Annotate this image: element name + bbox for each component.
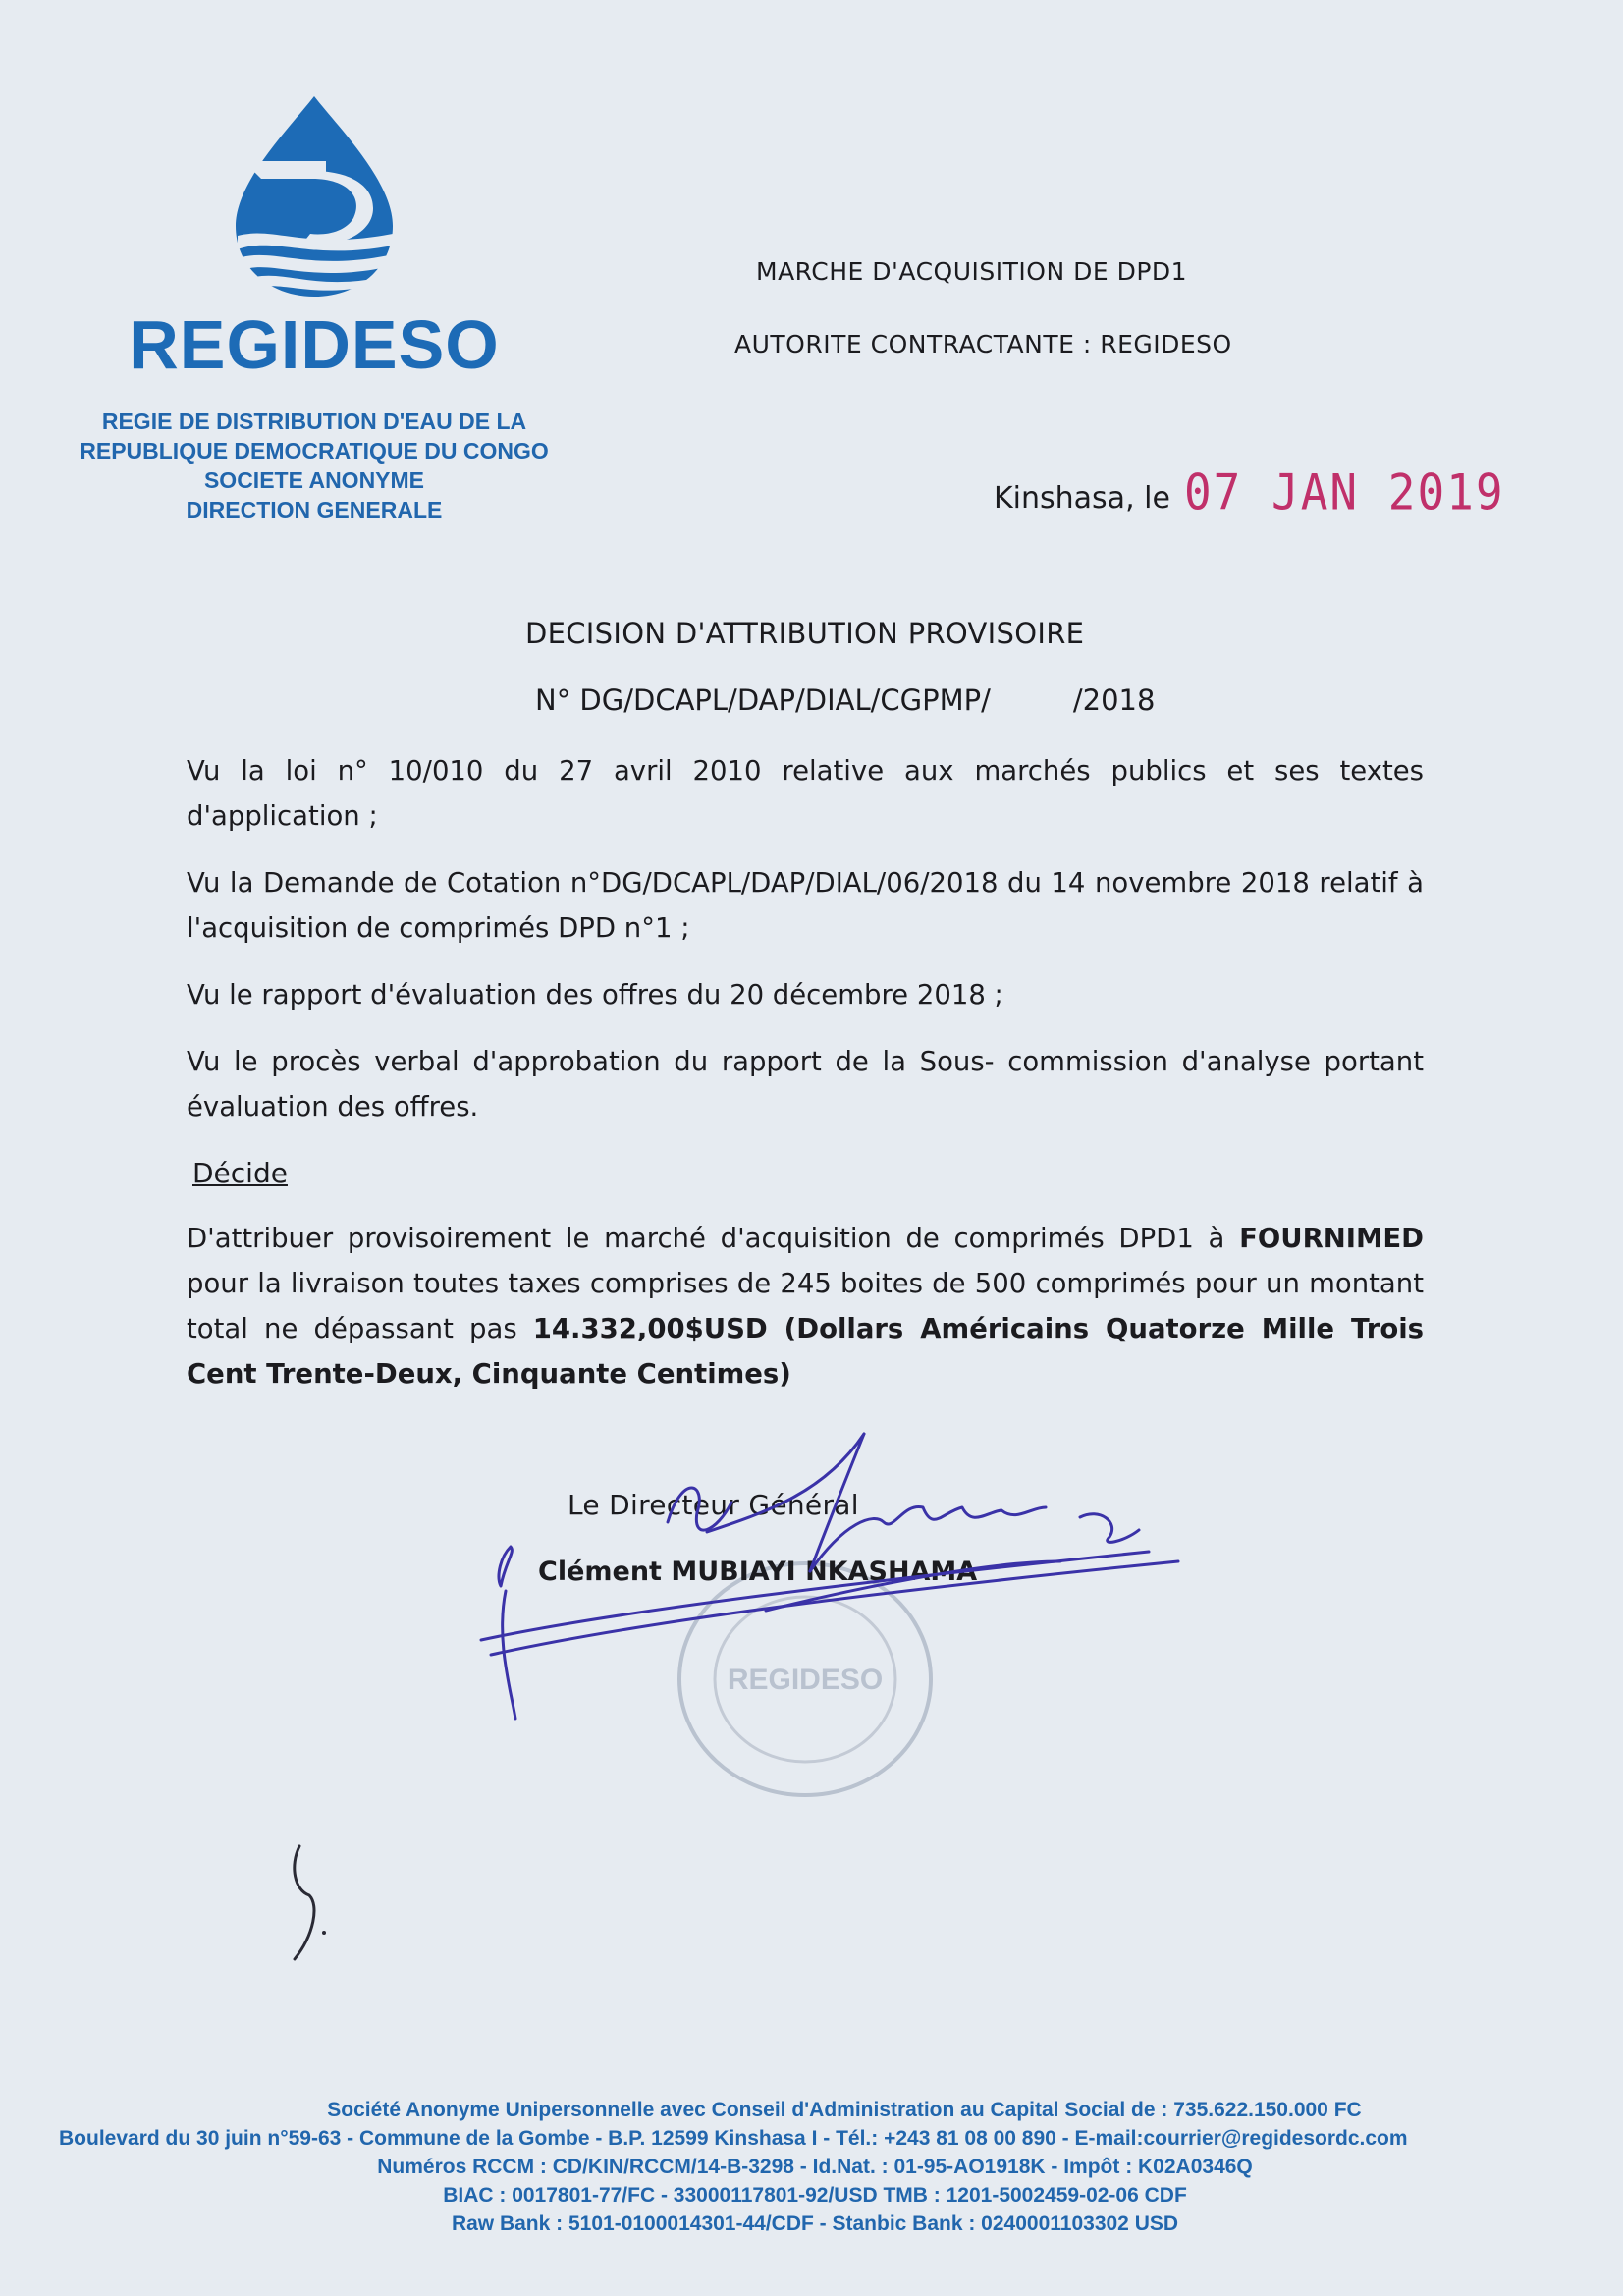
header-subject [727, 257, 1355, 403]
market-heading: MARCHE D'ACQUISITION DE DPD1 [756, 257, 1188, 286]
recital-paragraph: Vu la loi n° 10/010 du 27 avril 2010 relative aux marchés publics et ses textes d'application ; [187, 755, 1424, 832]
logo-wordmark: REGIDESO [129, 306, 500, 383]
footer-line-capital: Société Anonyme Unipersonnelle avec Conseil d'Administration au Capital Social de : 735.622.150.000 FC [327, 2099, 1362, 2121]
decide-heading: Décide [192, 1157, 288, 1189]
reference-number [535, 683, 1155, 717]
org-line-1: REGIE DE DISTRIBUTION D'EAU DE LA [101, 409, 527, 434]
organization-name [39, 407, 589, 524]
recital-paragraph: Vu le procès verbal d'approbation du rapport de la Sous- commission d'analyse portant évaluation des offres. [187, 1046, 1424, 1122]
decision-text-2: pour la livraison toutes taxes comprises de 245 boites de 500 comprimés pour un montant total ne dépassant pas [187, 1268, 1424, 1344]
footer-line-registration: Numéros RCCM : CD/KIN/RCCM/14-B-3298 - Id.Nat. : 01-95-AO1918K - Impôt : K02A0346Q [377, 2156, 1253, 2178]
letterhead-footer [39, 2096, 1591, 2238]
org-line-3: SOCIETE ANONYME [203, 467, 425, 493]
org-line-4: DIRECTION GENERALE [186, 497, 443, 522]
org-line-2: REPUBLIQUE DEMOCRATIQUE DU CONGO [80, 438, 549, 464]
footer-line-address: Boulevard du 30 juin n°59-63 - Commune de la Gombe - B.P. 12599 Kinshasa I - Tél.: +243 81 08 00 890 - E-mail:courrier@regidesordc.com [59, 2127, 1408, 2150]
signatory-name: Clément MUBIAYI NKASHAMA [538, 1557, 978, 1587]
seal-text: REGIDESO [727, 1664, 884, 1696]
reference-prefix: N° DG/DCAPL/DAP/DIAL/CGPMP/ [535, 683, 991, 717]
decision-paragraph [187, 1216, 1424, 1396]
document-title: DECISION D'ATTRIBUTION PROVISOIRE [525, 617, 1085, 650]
reference-suffix: /2018 [1072, 683, 1156, 717]
footer-line-bank-2: Raw Bank : 5101-0100014301-44/CDF - Stanbic Bank : 0240001103302 USD [451, 2213, 1179, 2235]
footer-line-bank-1: BIAC : 0017801-77/FC - 33000117801-92/USD TMB : 1201-5002459-02-06 CDF [443, 2184, 1187, 2207]
date-stamp: 07 JAN 2019 [1183, 463, 1505, 521]
handwritten-signature [471, 1414, 1217, 1738]
decision-text-1: D'attribuer provisoirement le marché d'acquisition de comprimés DPD1 à [187, 1223, 1240, 1254]
regideso-water-drop-icon [216, 88, 412, 302]
recital-paragraph: Vu la Demande de Cotation n°DG/DCAPL/DAP/DIAL/06/2018 du 14 novembre 2018 relatif à l'acquisition de comprimés DPD n°1 ; [187, 867, 1424, 944]
letterhead-logo-block [39, 88, 589, 524]
contracting-authority: AUTORITE CONTRACTANTE : REGIDESO [734, 330, 1232, 358]
date-prefix: Kinshasa, le [994, 481, 1170, 516]
decision-body [187, 748, 1424, 1396]
contract-amount: 14.332,00$USD (Dollars Américains Quatorze Mille Trois Cent Trente-Deux, Cinquante Centimes) [187, 1313, 1425, 1390]
dateline [994, 465, 1505, 519]
recital-paragraph: Vu le rapport d'évaluation des offres du 20 décembre 2018 ; [187, 979, 1003, 1011]
supplier-name: FOURNIMED [1239, 1223, 1424, 1254]
handwritten-initial [280, 1836, 339, 1974]
signatory-title: Le Directeur Général [568, 1489, 859, 1521]
